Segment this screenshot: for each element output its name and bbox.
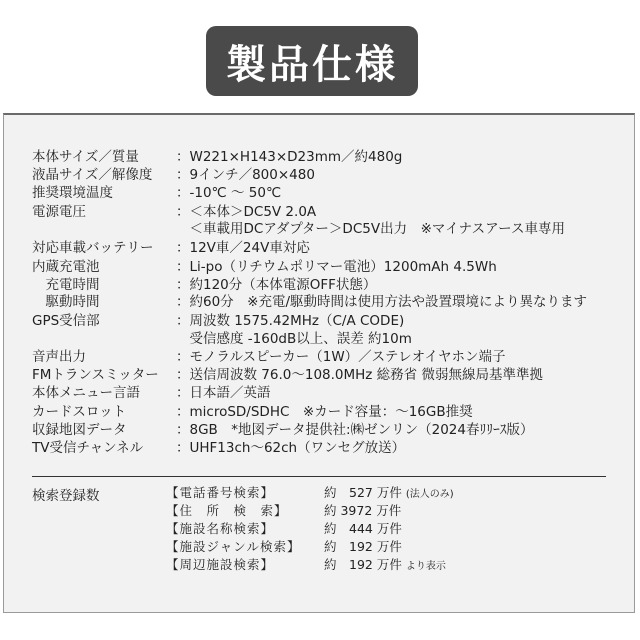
spec-label: 内蔵充電池 (32, 259, 100, 275)
search-count-title: 検索登録数 (32, 488, 100, 504)
spec-value: ：microSD/SDHC ※カード容量：～16GB推奨 (176, 404, 473, 420)
spec-value: ：日本語／英語 (176, 385, 271, 401)
spec-value: ：＜本体＞DC5V 2.0A (176, 204, 317, 220)
spec-value: ：W221×H143×D23mm／約480g (176, 149, 403, 165)
spec-label: 推奨環境温度 (32, 185, 113, 201)
search-count: 約 3972 万件 (324, 503, 402, 518)
search-value (324, 484, 454, 504)
spec-label: 電源電圧 (32, 204, 86, 220)
spec-value: 受信感度 -160dB以上、誤差 約10m (176, 331, 412, 347)
page-title: 製品仕様 (206, 26, 418, 96)
spec-label: FMトランスミッター (32, 367, 159, 383)
search-label: 【施設名称検索】 (166, 521, 275, 536)
search-count: 約 444 万件 (324, 521, 402, 536)
spec-label: 音声出力 (32, 349, 86, 365)
spec-value: ：周波数 1575.42MHz（C/A CODE) (176, 313, 405, 329)
spec-value: ：12V車／24V車対応 (176, 240, 310, 256)
spec-label: 液晶サイズ／解像度 (32, 167, 153, 183)
search-count: 約 192 万件 (324, 539, 402, 554)
spec-label: 充電時間 (32, 277, 100, 293)
spec-label: 駆動時間 (32, 294, 100, 310)
spec-value: ：9インチ／800×480 (176, 167, 315, 183)
spec-value: ：約120分（本体電源OFF状態） (176, 277, 377, 293)
spec-label: 本体メニュー言語 (32, 385, 140, 401)
spec-label: 収録地図データ (32, 422, 127, 438)
spec-value: ：モノラルスピーカー（1W）／ステレオイヤホン端子 (176, 349, 506, 365)
search-value (324, 502, 405, 522)
spec-value: ：8GB *地図データ提供社:㈱ゼンリン（2024春ﾘﾘｰｽ版） (176, 422, 534, 438)
spec-value: ：-10℃ ～ 50℃ (176, 185, 282, 201)
divider (32, 476, 606, 477)
search-count: 約 192 万件 (324, 557, 402, 572)
spec-value: ＜車載用DCアダプター＞DC5V出力 ※マイナスアース車専用 (176, 221, 565, 237)
search-label: 【周辺施設検索】 (166, 557, 275, 572)
spec-label: GPS受信部 (32, 313, 100, 329)
spec-label: 対応車載バッテリー (32, 240, 154, 256)
search-label: 【住 所 検 索】 (166, 503, 288, 518)
spec-label: TV受信チャンネル (32, 440, 144, 456)
spec-label: 本体サイズ／質量 (32, 149, 139, 165)
search-value (324, 538, 406, 558)
search-value (324, 556, 446, 576)
search-count: 約 527 万件 (324, 485, 402, 500)
search-note: より表示 (405, 561, 446, 572)
search-label: 【施設ジャンル検索】 (166, 539, 301, 554)
spec-value: ：UHF13ch～62ch（ワンセグ放送） (176, 440, 406, 456)
search-value (324, 520, 406, 540)
spec-label: カードスロット (32, 404, 127, 420)
search-label: 【電話番号検索】 (166, 485, 275, 500)
spec-value: ：Li-po（リチウムポリマー電池）1200mAh 4.5Wh (176, 259, 497, 275)
spec-value: ：送信周波数 76.0～108.0MHz 総務省 微弱無線局基準準拠 (176, 367, 543, 383)
spec-value: ：約60分 ※充電/駆動時間は使用方法や設置環境により異なります (176, 294, 588, 310)
search-note: (法人のみ) (405, 489, 454, 500)
